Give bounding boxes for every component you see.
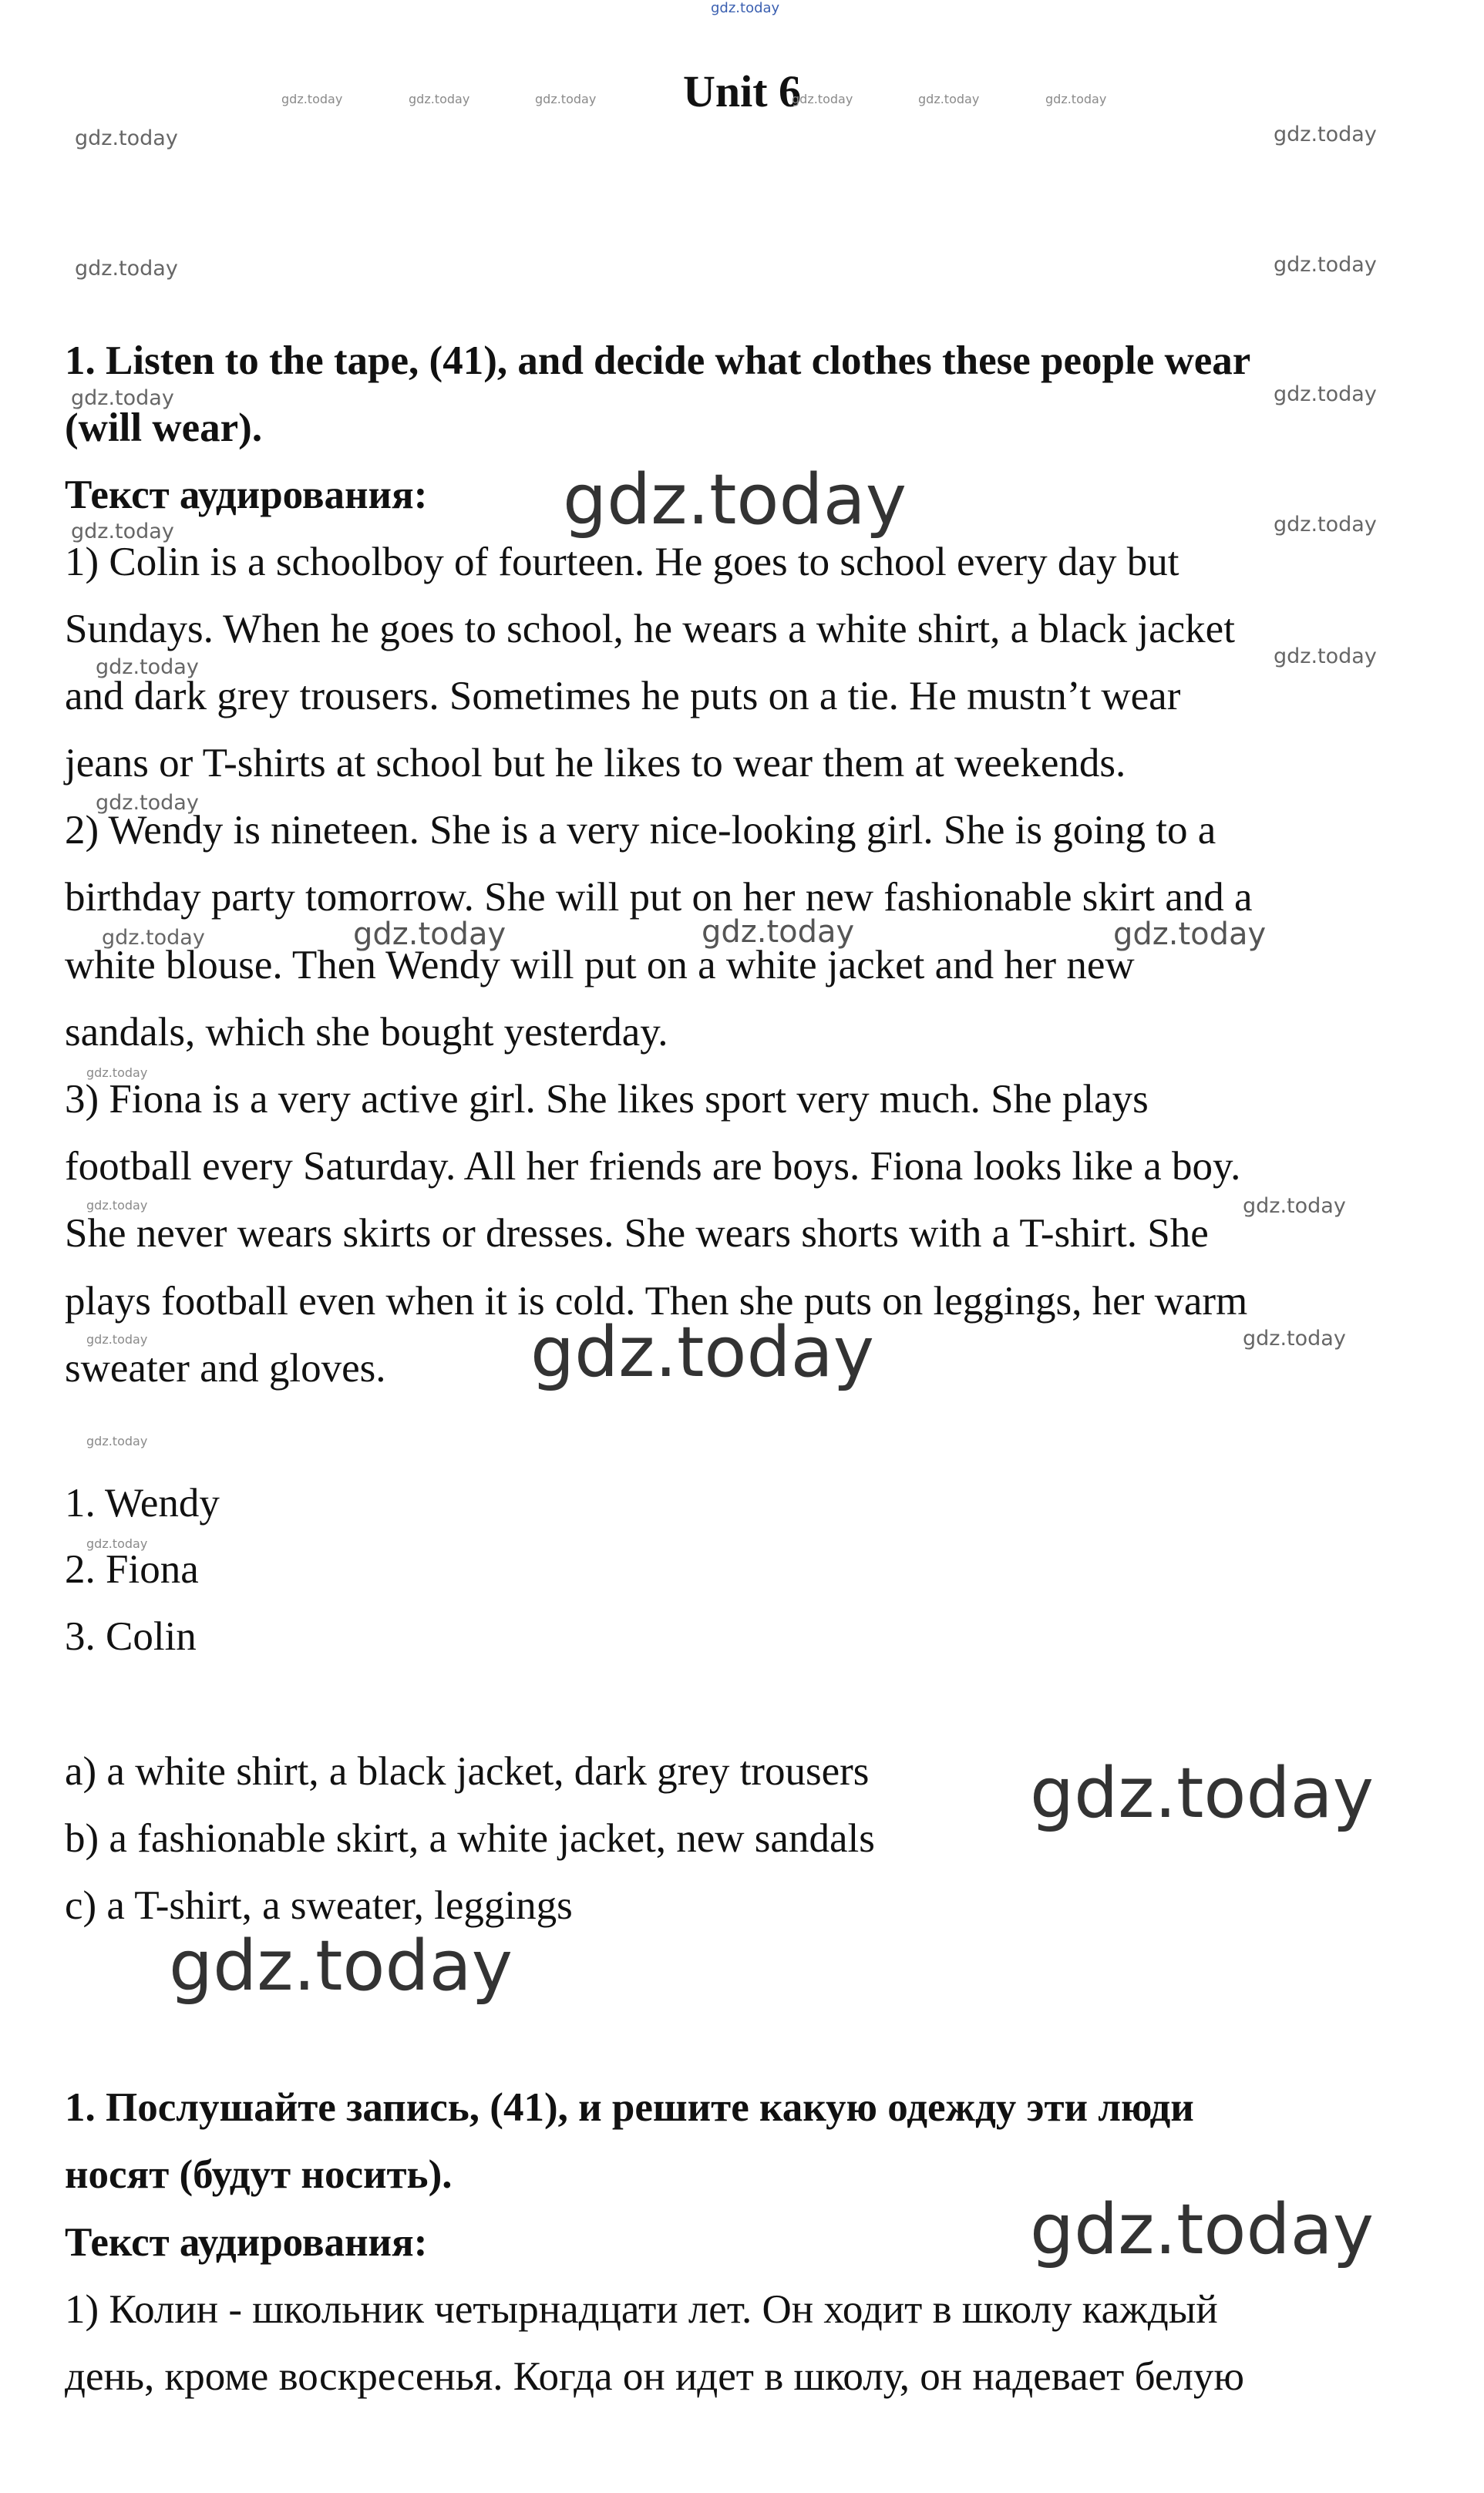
transcript-line: She never wears skirts or dresses. She wears shorts with a T-shirt. She: [65, 1211, 1209, 1256]
transcript-line: sandals, which she bought yesterday.: [65, 1010, 668, 1055]
transcript-line: birthday party tomorrow. She will put on her new fashionable skirt and a: [65, 875, 1253, 920]
watermark: gdz.today: [1030, 2189, 1375, 2270]
watermark: gdz.today: [353, 917, 506, 952]
watermark: gdz.today: [1243, 1194, 1346, 1218]
watermark: gdz.today: [281, 92, 343, 106]
transcript-line: 3) Fiona is a very active girl. She likes sport very much. She plays: [65, 1077, 1149, 1122]
task-heading-ru-line-1: 1. Послушайте запись, (41), и решите какую одежду эти люди: [65, 2085, 1194, 2130]
watermark: gdz.today: [1274, 382, 1377, 406]
watermark: gdz.today: [86, 1332, 148, 1347]
task-heading-line-1: 1. Listen to the tape, (41), and decide what clothes these people wear: [65, 338, 1251, 383]
watermark: gdz.today: [86, 1198, 148, 1213]
watermark: gdz.today: [711, 0, 780, 16]
watermark: gdz.today: [1045, 92, 1107, 106]
transcript-line: football every Saturday. All her friends are boys. Fiona looks like a boy.: [65, 1144, 1241, 1189]
transcript-line: plays football even when it is cold. Then she puts on leggings, her warm: [65, 1279, 1248, 1324]
watermark: gdz.today: [792, 92, 853, 106]
page-title: Unit 6: [682, 66, 802, 116]
watermark: gdz.today: [96, 791, 199, 815]
transcript-line: sweater and gloves.: [65, 1346, 386, 1391]
watermark: gdz.today: [918, 92, 980, 106]
watermark: gdz.today: [75, 126, 178, 150]
watermark: gdz.today: [530, 1312, 875, 1393]
transcript-label-ru: Текст аудирования:: [65, 2220, 428, 2265]
task-heading-ru-line-2: носят (будут носить).: [65, 2152, 453, 2197]
watermark: gdz.today: [102, 926, 205, 950]
task-heading-line-2: (will wear).: [65, 405, 263, 450]
watermark: gdz.today: [71, 520, 174, 543]
name-item: 3. Colin: [65, 1614, 197, 1659]
watermark: gdz.today: [75, 257, 178, 281]
watermark: gdz.today: [96, 655, 199, 679]
watermark: gdz.today: [1274, 253, 1377, 277]
transcript-ru-line: 1) Колин - школьник четырнадцати лет. Он ходит в школу каждый: [65, 2287, 1218, 2332]
watermark: gdz.today: [1274, 123, 1377, 146]
transcript-line: Sundays. When he goes to school, he wears a white shirt, a black jacket: [65, 607, 1235, 651]
option-item: c) a T-shirt, a sweater, leggings: [65, 1883, 573, 1928]
transcript-line: jeans or T-shirts at school but he likes to wear them at weekends.: [65, 741, 1126, 786]
transcript-line: 2) Wendy is nineteen. She is a very nice-looking girl. She is going to a: [65, 808, 1216, 853]
transcript-ru-line: день, кроме воскресенья. Когда он идет в школу, он надевает белую: [65, 2354, 1244, 2399]
name-item: 2. Fiona: [65, 1547, 199, 1592]
watermark: gdz.today: [1274, 644, 1377, 668]
watermark: gdz.today: [1243, 1327, 1346, 1351]
watermark: gdz.today: [71, 386, 174, 410]
watermark: gdz.today: [409, 92, 470, 106]
watermark: gdz.today: [86, 1065, 148, 1080]
watermark: gdz.today: [563, 459, 907, 540]
watermark: gdz.today: [1113, 917, 1267, 952]
option-item: b) a fashionable skirt, a white jacket, new sandals: [65, 1816, 875, 1861]
transcript-line: 1) Colin is a schoolboy of fourteen. He goes to school every day but: [65, 540, 1179, 584]
name-item: 1. Wendy: [65, 1481, 220, 1526]
watermark: gdz.today: [702, 914, 855, 950]
watermark: gdz.today: [1030, 1753, 1375, 1834]
watermark: gdz.today: [86, 1434, 148, 1448]
watermark: gdz.today: [1274, 513, 1377, 537]
transcript-line: and dark grey trousers. Sometimes he puts on a tie. He mustn’t wear: [65, 674, 1181, 718]
transcript-line: white blouse. Then Wendy will put on a white jacket and her new: [65, 943, 1135, 987]
watermark: gdz.today: [169, 1926, 513, 2007]
watermark: gdz.today: [86, 1536, 148, 1551]
watermark: gdz.today: [535, 92, 597, 106]
transcript-label: Текст аудирования:: [65, 473, 428, 517]
option-item: a) a white shirt, a black jacket, dark grey trousers: [65, 1749, 870, 1794]
